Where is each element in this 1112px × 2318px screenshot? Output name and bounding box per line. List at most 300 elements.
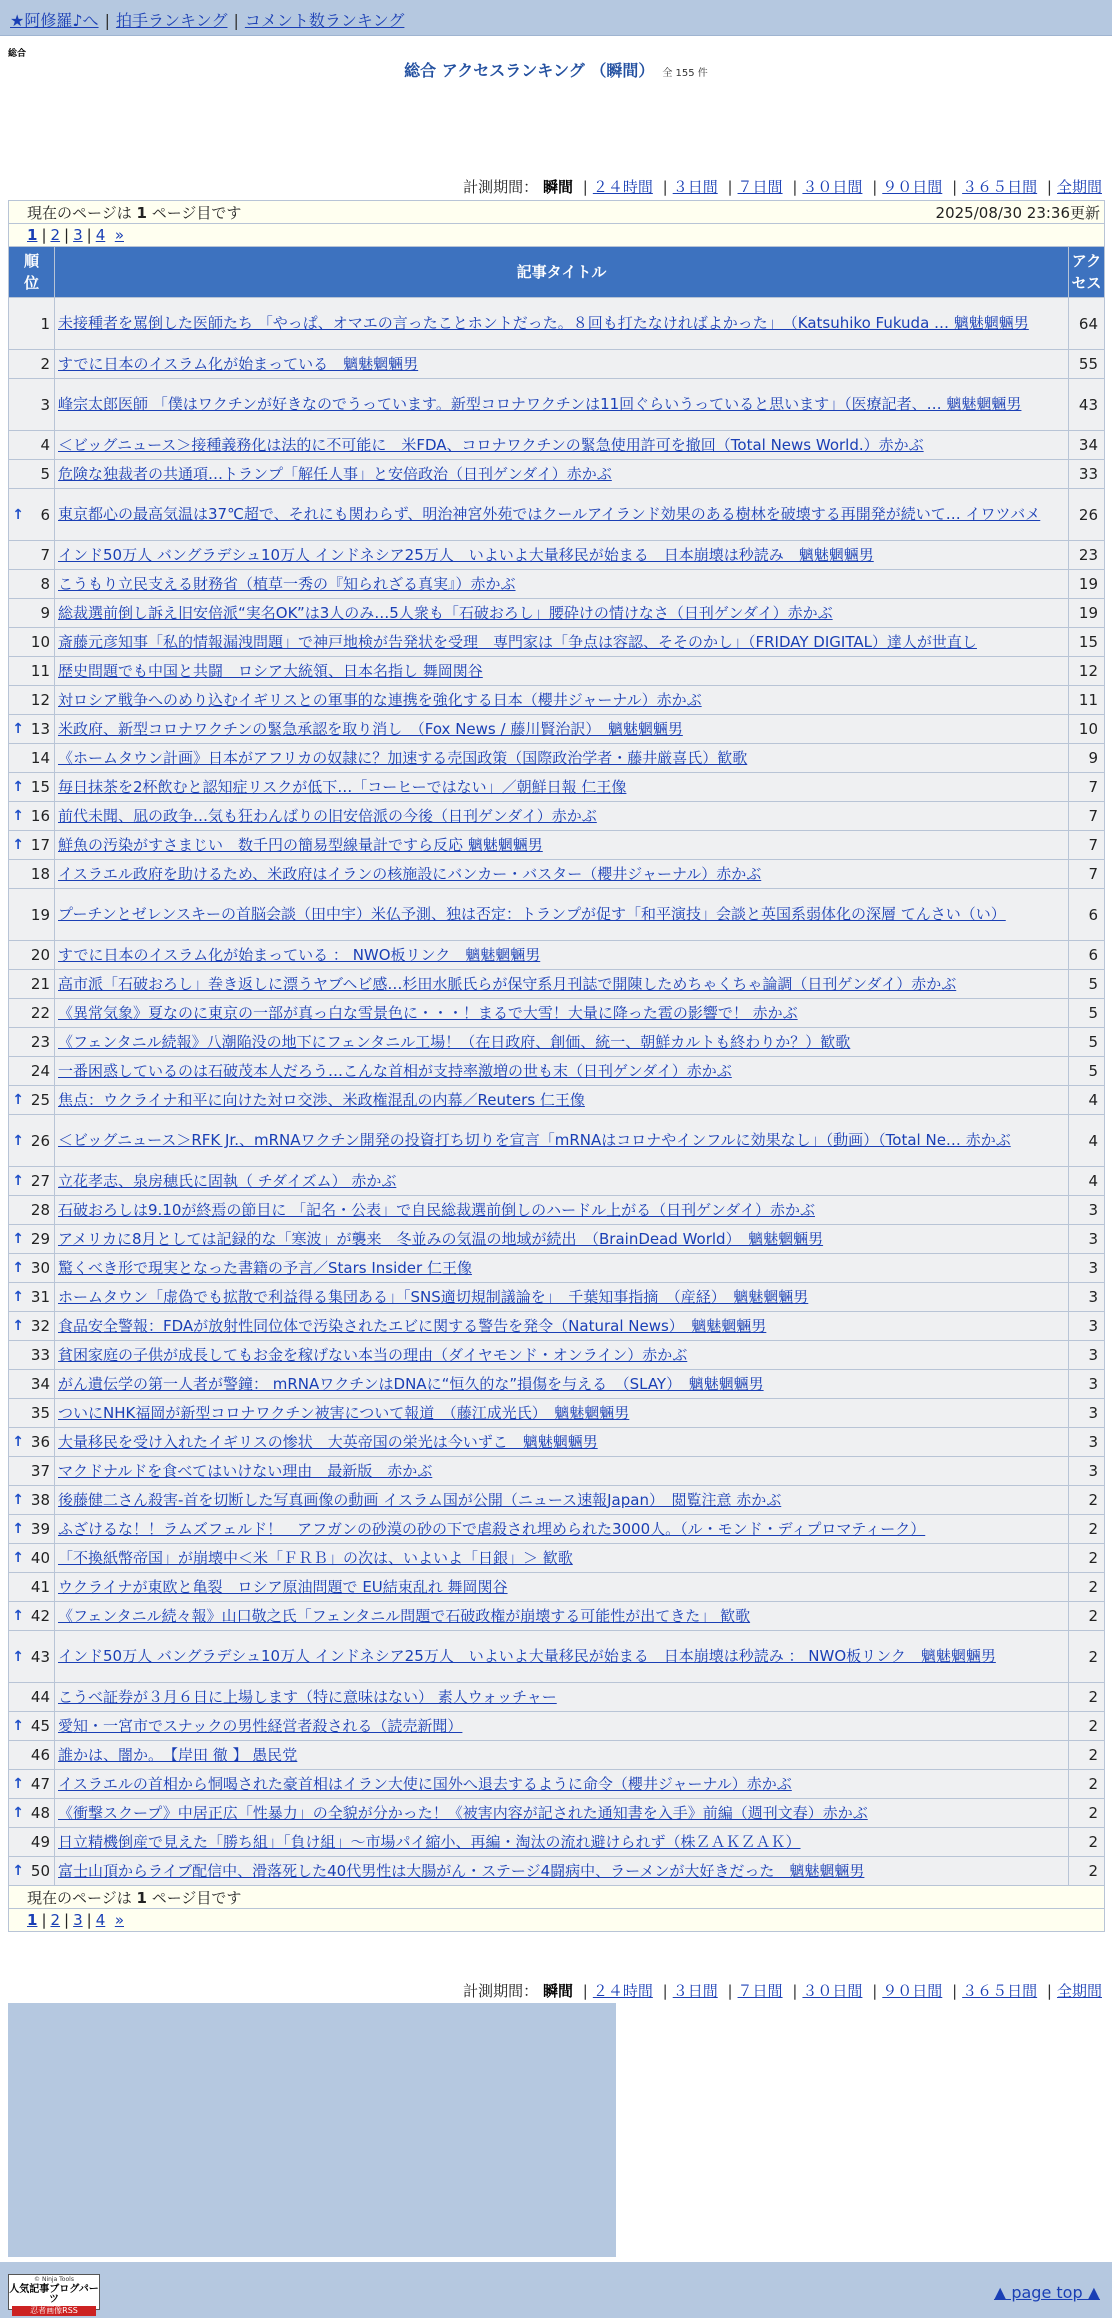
access-count: 34 bbox=[1069, 431, 1105, 460]
table-row bbox=[9, 1057, 1105, 1086]
article-link[interactable]: 米政府、新型コロナワクチンの緊急承認を取り消し （Fox News / 藤川賢治訳） 魑魅魍魎男 bbox=[58, 719, 683, 738]
article-link[interactable]: 東京都心の最高気温は37℃超で、それにも関わらず、明治神宮外苑ではクールアイランド効果のある樹林を破壊する再開発が続いて… イワツバメ bbox=[58, 505, 1041, 523]
rank-number: 1 bbox=[40, 314, 50, 333]
footer bbox=[0, 2262, 1112, 2318]
period-link-24h[interactable]: ２４時間 bbox=[592, 178, 653, 196]
pager-page-2[interactable]: 2 bbox=[50, 1911, 61, 1929]
title-cell bbox=[55, 1828, 1069, 1857]
rank-cell bbox=[9, 1486, 55, 1515]
rank-up-arrow-icon: ↑ bbox=[12, 1521, 24, 1537]
title-cell bbox=[55, 860, 1069, 889]
rank-number: 40 bbox=[30, 1549, 50, 1567]
rank-number: 20 bbox=[30, 946, 50, 964]
pager-page-3[interactable]: 3 bbox=[73, 1911, 83, 1929]
category-label: 総合 bbox=[8, 49, 27, 59]
pager-page-4[interactable]: 4 bbox=[95, 1911, 106, 1929]
rank-cell bbox=[9, 541, 55, 570]
title-cell bbox=[55, 570, 1069, 599]
ninja-tools-logo[interactable]: © Ninja Tools 人気記事ブログパーツ 忍者画像RSS bbox=[9, 2276, 99, 2315]
table-row bbox=[9, 1167, 1105, 1196]
title-cell bbox=[55, 1086, 1069, 1115]
access-count: 3 bbox=[1069, 1428, 1105, 1457]
title-cell bbox=[55, 831, 1069, 860]
rank-cell bbox=[9, 1857, 55, 1886]
rank-number: 7 bbox=[40, 546, 50, 564]
rank-number: 28 bbox=[30, 1201, 50, 1219]
rank-number: 30 bbox=[30, 1259, 50, 1277]
rank-number: 12 bbox=[30, 691, 50, 709]
rank-number: 14 bbox=[30, 749, 50, 767]
title-cell bbox=[55, 1544, 1069, 1573]
rank-cell bbox=[9, 460, 55, 489]
table-row bbox=[9, 379, 1105, 431]
rank-cell bbox=[9, 1799, 55, 1828]
access-count: 5 bbox=[1069, 999, 1105, 1028]
table-row bbox=[9, 628, 1105, 657]
access-count: 3 bbox=[1069, 1196, 1105, 1225]
article-link[interactable]: 《フェンタニル続々報》山口敬之氏「フェンタニル問題で石破政権が崩壊する可能性が出てきた」 歓歌 bbox=[58, 1606, 751, 1625]
title-cell bbox=[55, 1457, 1069, 1486]
article-link[interactable]: 歴史問題でも中国と共闘 ロシア大統領、日本名指し 舞岡関谷 bbox=[58, 661, 483, 680]
access-count: 19 bbox=[1069, 599, 1105, 628]
access-count: 2 bbox=[1069, 1741, 1105, 1770]
table-row bbox=[9, 1370, 1105, 1399]
access-count: 2 bbox=[1069, 1602, 1105, 1631]
rank-number: 8 bbox=[40, 575, 50, 593]
article-link[interactable]: 対ロシア戦争へのめり込むイギリスとの軍事的な連携を強化する日本（櫻井ジャーナル）赤かぶ bbox=[58, 690, 702, 709]
title-cell bbox=[55, 1370, 1069, 1399]
rank-cell bbox=[9, 970, 55, 999]
rank-number: 37 bbox=[30, 1462, 50, 1480]
article-link[interactable]: 危険な独裁者の共通項…トランプ「解任人事」と安倍政治（日刊ゲンダイ）赤かぶ bbox=[58, 464, 612, 483]
rank-number: 25 bbox=[30, 1091, 50, 1109]
title-cell bbox=[55, 802, 1069, 831]
title-cell bbox=[55, 1683, 1069, 1712]
article-link[interactable]: 貧困家庭の子供が成長してもお金を稼げない本当の理由（ダイヤモンド・オンライン）赤かぶ bbox=[58, 1345, 688, 1364]
page-info-text: 現在のページは 1 ページ目です bbox=[27, 1888, 242, 1907]
pager-current[interactable]: 1 bbox=[27, 1911, 38, 1929]
rank-number: 26 bbox=[30, 1131, 50, 1150]
rank-number: 35 bbox=[30, 1404, 50, 1422]
pager-row-bottom: 1 | 2 | 3 | 4 » bbox=[9, 1909, 1105, 1932]
rank-number: 34 bbox=[30, 1375, 50, 1393]
rank-number: 44 bbox=[30, 1688, 50, 1706]
rank-cell bbox=[9, 599, 55, 628]
rank-number: 46 bbox=[30, 1746, 50, 1764]
period-link-3d[interactable]: ３日間 bbox=[672, 178, 718, 196]
table-row bbox=[9, 889, 1105, 941]
access-count: 55 bbox=[1069, 350, 1105, 379]
table-row bbox=[9, 1115, 1105, 1167]
article-link[interactable]: ついにNHK福岡が新型コロナワクチン被害について報道 （藤江成光氏） 魑魅魍魎男 bbox=[58, 1403, 630, 1422]
header-title: 記事タイトル bbox=[55, 247, 1069, 298]
article-link[interactable]: 高市派「石破おろし」巻き返しに漂うヤブヘビ感…杉田水脈氏らが保守系月刊誌で開陳しためちゃくちゃ論調（日刊ゲンダイ）赤かぶ bbox=[58, 974, 957, 993]
rank-up-arrow-icon: ↑ bbox=[12, 1092, 24, 1108]
table-row bbox=[9, 744, 1105, 773]
period-link-24h[interactable]: ２４時間 bbox=[592, 1982, 653, 2000]
article-link[interactable]: 愛知・一宮市でスナックの男性経営者殺される（読売新聞） bbox=[58, 1716, 463, 1735]
table-row bbox=[9, 1602, 1105, 1631]
rank-cell bbox=[9, 1683, 55, 1712]
ranking-table bbox=[8, 200, 1105, 1932]
table-row bbox=[9, 1399, 1105, 1428]
period-current: 瞬間 bbox=[542, 178, 573, 196]
rank-number: 11 bbox=[30, 662, 50, 680]
access-count: 64 bbox=[1069, 298, 1105, 350]
table-row bbox=[9, 860, 1105, 889]
rank-up-arrow-icon: ↑ bbox=[12, 1863, 24, 1879]
rank-up-arrow-icon: ↑ bbox=[12, 506, 24, 523]
title-cell bbox=[55, 1254, 1069, 1283]
rank-cell bbox=[9, 999, 55, 1028]
table-row bbox=[9, 773, 1105, 802]
access-count: 7 bbox=[1069, 860, 1105, 889]
rank-cell bbox=[9, 628, 55, 657]
pager-page-2[interactable]: 2 bbox=[50, 226, 61, 244]
table-row bbox=[9, 1283, 1105, 1312]
period-link-30d[interactable]: ３０日間 bbox=[802, 1982, 863, 2000]
table-row bbox=[9, 686, 1105, 715]
article-link[interactable]: 《衝撃スクープ》中居正広「性暴力」の全貌が分かった！《被害内容が記された通知書を入手》前編（週刊文春）赤かぶ bbox=[58, 1803, 868, 1822]
page-info-row-bottom bbox=[9, 1886, 1105, 1909]
total-count: 全 155 件 bbox=[662, 68, 708, 79]
page-info-text: 現在のページは 1 ページ目です bbox=[27, 203, 242, 222]
article-link[interactable]: 富士山頂からライブ配信中、滑落死した40代男性は大腸がん・ステージ4闘病中、ラーメンが大好きだった 魑魅魍魎男 bbox=[58, 1861, 865, 1880]
title-cell bbox=[55, 1115, 1069, 1167]
access-count: 2 bbox=[1069, 1515, 1105, 1544]
rank-cell bbox=[9, 1828, 55, 1857]
article-link[interactable]: 食品安全警報：FDAが放射性同位体で汚染されたエビに関する警告を発令（Natural News） 魑魅魍魎男 bbox=[58, 1316, 767, 1335]
article-link[interactable]: ふざけるな！！ラムズフェルド！ アフガンの砂漠の砂の下で虐殺され埋められた3000人。（ル・モンド・ディプロマティーク） bbox=[58, 1519, 926, 1538]
access-count: 2 bbox=[1069, 1683, 1105, 1712]
ranking-title: 総合 アクセスランキング （瞬間） bbox=[404, 61, 655, 80]
article-link[interactable]: 後藤健二さん殺害-首を切断した写真画像の動画 イスラム国が公開（ニュース速報Japan） 閲覧注意 赤かぶ bbox=[58, 1490, 782, 1509]
article-link[interactable]: 焦点：ウクライナ和平に向けた対ロ交渉、米政権混乱の内幕／Reuters 仁王像 bbox=[58, 1090, 585, 1109]
pager-next[interactable]: » bbox=[114, 226, 124, 244]
article-link[interactable]: インド50万人 バングラデシュ10万人 インドネシア25万人 いよいよ大量移民が始まる 日本崩壊は秒読み 魑魅魍魎男 bbox=[58, 545, 874, 564]
article-link[interactable]: 《異常気象》夏なのに東京の一部が真っ白な雪景色に・・・！まるで大雪！大量に降った雹の影響で！ 赤かぶ bbox=[58, 1003, 798, 1022]
article-link[interactable]: 鮮魚の汚染がすさまじい 数千円の簡易型線量計ですら反応 魑魅魍魎男 bbox=[58, 835, 543, 854]
title-cell bbox=[55, 1486, 1069, 1515]
access-count: 11 bbox=[1069, 686, 1105, 715]
period-link-30d[interactable]: ３０日間 bbox=[802, 178, 863, 196]
title-cell bbox=[55, 1399, 1069, 1428]
article-link[interactable]: プーチンとゼレンスキーの首脳会談（田中宇）米仏予測、独は否定：トランプが促す「和平演技」会談と英国系弱体化の深層 てんさい（い） bbox=[58, 905, 1006, 923]
rank-cell bbox=[9, 744, 55, 773]
pager-next[interactable]: » bbox=[114, 1911, 124, 1929]
pager-current[interactable]: 1 bbox=[27, 226, 38, 244]
rank-number: 29 bbox=[30, 1230, 50, 1248]
article-link[interactable]: 立花孝志、泉房穂氏に固執（ チダイズム） 赤かぶ bbox=[58, 1171, 397, 1190]
access-count: 4 bbox=[1069, 1115, 1105, 1167]
article-link[interactable]: アメリカに8月としては記録的な「寒波」が襲来 冬並みの気温の地域が続出 （BrainDead World） 魑魅魍魎男 bbox=[58, 1229, 824, 1248]
table-row bbox=[9, 1457, 1105, 1486]
rank-number: 9 bbox=[40, 604, 50, 622]
period-link-365d[interactable]: ３６５日間 bbox=[962, 178, 1038, 196]
rank-number: 22 bbox=[30, 1004, 50, 1022]
period-bar-bottom: 計測期間： 瞬間 | ２４時間 | ３日間 | ７日間 | ３０日間 | ９０日間 | ３６５日間 | 全期間 bbox=[463, 1982, 1102, 2000]
title-cell bbox=[55, 1428, 1069, 1457]
title-cell bbox=[55, 744, 1069, 773]
access-count: 7 bbox=[1069, 831, 1105, 860]
article-link[interactable]: 「不換紙幣帝国」が崩壊中＜米「ＦＲＢ」の次は、いよいよ「日銀」＞ 歓歌 bbox=[58, 1548, 573, 1567]
access-count: 5 bbox=[1069, 970, 1105, 999]
period-label: 計測期間： bbox=[463, 178, 539, 196]
period-link-all[interactable]: 全期間 bbox=[1056, 1982, 1102, 2000]
title-cell bbox=[55, 628, 1069, 657]
rank-up-arrow-icon: ↑ bbox=[12, 808, 24, 824]
period-current: 瞬間 bbox=[542, 1982, 573, 2000]
rank-cell bbox=[9, 1312, 55, 1341]
title-cell bbox=[55, 941, 1069, 970]
title-cell bbox=[55, 431, 1069, 460]
table-row bbox=[9, 657, 1105, 686]
article-link[interactable]: すでに日本のイスラム化が始まっている ： NWO板リンク 魑魅魍魎男 bbox=[58, 945, 541, 964]
rank-number: 48 bbox=[30, 1804, 50, 1822]
title-cell bbox=[55, 379, 1069, 431]
title-cell bbox=[55, 1312, 1069, 1341]
article-link[interactable]: ウクライナが東欧と亀裂 ロシア原油問題で EU結束乱れ 舞岡関谷 bbox=[58, 1577, 508, 1596]
rank-cell bbox=[9, 1225, 55, 1254]
title-cell bbox=[55, 460, 1069, 489]
rank-number: 15 bbox=[30, 778, 50, 796]
title-cell bbox=[55, 970, 1069, 999]
rank-cell bbox=[9, 1283, 55, 1312]
table-row bbox=[9, 1086, 1105, 1115]
title-cell bbox=[55, 1167, 1069, 1196]
rank-number: 31 bbox=[30, 1288, 50, 1306]
article-link[interactable]: 《ホームタウン計画》日本がアフリカの奴隷に？加速する売国政策（国際政治学者・藤井厳喜氏）歓歌 bbox=[58, 748, 748, 767]
rank-up-arrow-icon: ↑ bbox=[12, 1805, 24, 1821]
rank-number: 17 bbox=[30, 836, 50, 854]
table-row bbox=[9, 941, 1105, 970]
rank-number: 16 bbox=[30, 807, 50, 825]
rank-number: 47 bbox=[30, 1775, 50, 1793]
rank-cell bbox=[9, 379, 55, 431]
rank-cell bbox=[9, 802, 55, 831]
rank-cell bbox=[9, 1602, 55, 1631]
article-link[interactable]: こうもり立民支える財務省（植草一秀の『知られざる真実』）赤かぶ bbox=[58, 574, 516, 593]
rank-number: 33 bbox=[30, 1346, 50, 1364]
article-link[interactable]: 石破おろしは9.10が終焉の節目に 「記名・公表」で自民総裁選前倒しのハードル上がる（日刊ゲンダイ）赤かぶ bbox=[58, 1200, 815, 1219]
page-title bbox=[0, 58, 1112, 81]
period-link-365d[interactable]: ３６５日間 bbox=[962, 1982, 1038, 2000]
nav-link-asyura[interactable]: ★阿修羅♪へ bbox=[10, 11, 99, 30]
rank-number: 38 bbox=[30, 1491, 50, 1509]
rank-cell bbox=[9, 570, 55, 599]
article-link[interactable]: がん遺伝学の第一人者が警鐘： mRNAワクチンはDNAに“恒久的な”損傷を与える （SLAY） 魑魅魍魎男 bbox=[58, 1374, 764, 1393]
table-row bbox=[9, 831, 1105, 860]
access-count: 3 bbox=[1069, 1341, 1105, 1370]
period-link-3d[interactable]: ３日間 bbox=[672, 1982, 718, 2000]
access-count: 2 bbox=[1069, 1857, 1105, 1886]
rank-cell bbox=[9, 1167, 55, 1196]
table-row bbox=[9, 1770, 1105, 1799]
nav-separator: | bbox=[233, 11, 239, 30]
table-row bbox=[9, 489, 1105, 541]
rank-cell bbox=[9, 1573, 55, 1602]
table-row bbox=[9, 1631, 1105, 1683]
rank-cell bbox=[9, 686, 55, 715]
table-row bbox=[9, 1225, 1105, 1254]
rank-up-arrow-icon: ↑ bbox=[12, 1289, 24, 1305]
header-count: アクセス bbox=[1069, 247, 1105, 298]
title-cell bbox=[55, 686, 1069, 715]
title-cell bbox=[55, 1602, 1069, 1631]
rank-up-arrow-icon: ↑ bbox=[12, 1318, 24, 1334]
table-row bbox=[9, 1028, 1105, 1057]
rank-up-arrow-icon: ↑ bbox=[12, 721, 24, 737]
article-link[interactable]: 未接種者を罵倒した医師たち 「やっぱ、オマエの言ったことホントだった。８回も打たなければよかった」 （Katsuhiko Fukuda … 魑魅魍魎男 bbox=[58, 314, 1029, 332]
table-row bbox=[9, 541, 1105, 570]
page-top-link[interactable]: ▲ page top ▲ bbox=[993, 2283, 1100, 2302]
title-cell bbox=[55, 599, 1069, 628]
article-link[interactable]: マクドナルドを食べてはいけない理由 最新版 赤かぶ bbox=[58, 1461, 433, 1480]
table-row bbox=[9, 460, 1105, 489]
rank-number: 2 bbox=[40, 355, 50, 373]
access-count: 4 bbox=[1069, 1086, 1105, 1115]
rank-up-arrow-icon: ↑ bbox=[12, 779, 24, 795]
period-link-90d[interactable]: ９０日間 bbox=[882, 1982, 943, 2000]
article-link[interactable]: 斎藤元彦知事「私的情報漏洩問題」で神戸地検が告発状を受理 専門家は「争点は容認、そそのかし」（FRIDAY DIGITAL）達人が世直し bbox=[58, 632, 977, 651]
access-count: 5 bbox=[1069, 1057, 1105, 1086]
rank-cell bbox=[9, 1196, 55, 1225]
article-link[interactable]: 峰宗太郎医師 「僕はワクチンが好きなのでうっています。新型コロナワクチンは11回ぐらいうっていると思います」（医療記者、… 魑魅魍魎男 bbox=[58, 395, 1022, 413]
rank-cell bbox=[9, 1254, 55, 1283]
access-count: 19 bbox=[1069, 570, 1105, 599]
rank-number: 36 bbox=[30, 1433, 50, 1451]
rank-up-arrow-icon: ↑ bbox=[12, 1608, 24, 1624]
article-link[interactable]: ホームタウン「虚偽でも拡散で利益得る集団ある」「SNS適切規制議論を」 千葉知事指摘 （産経） 魑魅魍魎男 bbox=[58, 1287, 809, 1306]
rank-number: 5 bbox=[40, 465, 50, 483]
rank-cell bbox=[9, 1631, 55, 1683]
table-row bbox=[9, 1828, 1105, 1857]
rank-number: 50 bbox=[30, 1862, 50, 1880]
table-row bbox=[9, 599, 1105, 628]
header-rank: 順位 bbox=[9, 247, 55, 298]
rank-cell bbox=[9, 1712, 55, 1741]
article-link[interactable]: 毎日抹茶を2杯飲むと認知症リスクが低下…「コーヒーではない」／朝鮮日報 仁王像 bbox=[58, 777, 627, 796]
access-count: 7 bbox=[1069, 802, 1105, 831]
article-link[interactable]: 日立精機倒産で見えた「勝ち組」「負け組」～市場パイ縮小、再編・淘汰の流れ避けられず（株ＺＡＫＺＡＫ） bbox=[58, 1832, 801, 1851]
article-link[interactable]: 大量移民を受け入れたイギリスの惨状 大英帝国の栄光は今いずこ 魑魅魍魎男 bbox=[58, 1432, 598, 1451]
nav-link-clap-ranking[interactable]: 拍手ランキング bbox=[115, 11, 228, 30]
rank-number: 43 bbox=[30, 1647, 50, 1666]
nav-link-comment-ranking[interactable]: コメント数ランキング bbox=[244, 11, 405, 30]
title-cell bbox=[55, 1741, 1069, 1770]
pager-row: 1 | 2 | 3 | 4 » bbox=[9, 224, 1105, 247]
rank-cell bbox=[9, 1428, 55, 1457]
article-link[interactable]: 前代未聞、凪の政争…気も狂わんばりの旧安倍派の今後（日刊ゲンダイ）赤かぶ bbox=[58, 806, 597, 825]
title-cell bbox=[55, 1057, 1069, 1086]
access-count: 3 bbox=[1069, 1254, 1105, 1283]
rank-up-arrow-icon: ↑ bbox=[12, 1550, 24, 1566]
article-link[interactable]: 驚くべき形で現実となった書籍の予言／Stars Insider 仁王像 bbox=[58, 1258, 472, 1277]
title-cell bbox=[55, 541, 1069, 570]
article-link[interactable]: インド50万人 バングラデシュ10万人 インドネシア25万人 いよいよ大量移民が始まる 日本崩壊は秒読み ： NWO板リンク 魑魅魍魎男 bbox=[58, 1647, 996, 1665]
access-count: 2 bbox=[1069, 1828, 1105, 1857]
rank-cell bbox=[9, 1341, 55, 1370]
title-cell bbox=[55, 1225, 1069, 1254]
pager-page-3[interactable]: 3 bbox=[73, 226, 83, 244]
rank-number: 13 bbox=[30, 720, 50, 738]
title-cell bbox=[55, 773, 1069, 802]
ad-banner-area bbox=[8, 2003, 616, 2257]
rank-number: 45 bbox=[30, 1717, 50, 1735]
access-count: 12 bbox=[1069, 657, 1105, 686]
rank-cell bbox=[9, 1741, 55, 1770]
rank-cell bbox=[9, 773, 55, 802]
article-link[interactable]: すでに日本のイスラム化が始まっている 魑魅魍魎男 bbox=[58, 354, 419, 373]
rank-cell bbox=[9, 1544, 55, 1573]
article-link[interactable]: 誰かは、闇か。 【岸田 徹 】 愚民党 bbox=[58, 1745, 298, 1764]
title-cell bbox=[55, 1573, 1069, 1602]
table-row bbox=[9, 970, 1105, 999]
table-header-row bbox=[9, 247, 1105, 298]
table-row bbox=[9, 298, 1105, 350]
period-label: 計測期間： bbox=[463, 1982, 539, 2000]
rank-cell bbox=[9, 657, 55, 686]
table-row bbox=[9, 1544, 1105, 1573]
rank-number: 21 bbox=[30, 975, 50, 993]
rank-cell bbox=[9, 1399, 55, 1428]
article-link[interactable]: 総裁選前倒し訴え旧安倍派“実名OK”は3人のみ…5人衆も「石破おろし」腰砕けの情けなさ（日刊ゲンダイ）赤かぶ bbox=[58, 603, 833, 622]
rank-cell bbox=[9, 941, 55, 970]
rank-cell bbox=[9, 831, 55, 860]
pager-page-4[interactable]: 4 bbox=[95, 226, 106, 244]
title-cell bbox=[55, 1770, 1069, 1799]
title-cell bbox=[55, 1712, 1069, 1741]
table-row bbox=[9, 1683, 1105, 1712]
access-count: 10 bbox=[1069, 715, 1105, 744]
access-count: 4 bbox=[1069, 1167, 1105, 1196]
table-row bbox=[9, 1515, 1105, 1544]
rank-number: 3 bbox=[40, 395, 50, 414]
article-link[interactable]: イスラエル政府を助けるため、米政府はイランの核施設にバンカー・バスター（櫻井ジャーナル）赤かぶ bbox=[58, 864, 762, 883]
rank-number: 41 bbox=[30, 1578, 50, 1596]
table-row bbox=[9, 1741, 1105, 1770]
article-link[interactable]: 《フェンタニル続報》八潮陥没の地下にフェンタニル工場！（在日政府、創価、統一、朝鮮カルトも終わりか？）歓歌 bbox=[58, 1032, 851, 1051]
period-bar-top: 計測期間： 瞬間 | ２４時間 | ３日間 | ７日間 | ３０日間 | ９０日間 | ３６５日間 | 全期間 bbox=[463, 178, 1102, 196]
article-link[interactable]: イスラエルの首相から恫喝された豪首相はイラン大使に国外へ退去するように命令（櫻井ジャーナル）赤かぶ bbox=[58, 1774, 792, 1793]
access-count: 33 bbox=[1069, 460, 1105, 489]
article-link[interactable]: 一番困惑しているのは石破茂本人だろう…こんな首相が支持率激増の世も末（日刊ゲンダイ）赤かぶ bbox=[58, 1061, 732, 1080]
article-link[interactable]: こうべ証券が３月６日に上場します（特に意味はない） 素人ウォッチャー bbox=[58, 1687, 557, 1706]
period-link-7d[interactable]: ７日間 bbox=[737, 178, 783, 196]
rank-number: 19 bbox=[30, 905, 50, 924]
rank-cell bbox=[9, 1028, 55, 1057]
period-link-all[interactable]: 全期間 bbox=[1056, 178, 1102, 196]
article-link[interactable]: ＜ビッグニュース＞RFK Jr.、mRNAワクチン開発の投資打ち切りを宣言「mRNAはコロナやインフルに効果なし」（動画）（Total Ne… 赤かぶ bbox=[58, 1131, 1011, 1149]
access-count: 3 bbox=[1069, 1225, 1105, 1254]
nav-separator: | bbox=[104, 11, 110, 30]
rank-up-arrow-icon: ↑ bbox=[12, 1648, 24, 1665]
table-row bbox=[9, 715, 1105, 744]
table-row bbox=[9, 999, 1105, 1028]
title-cell bbox=[55, 1341, 1069, 1370]
top-navigation bbox=[0, 0, 1112, 36]
title-cell bbox=[55, 489, 1069, 541]
rank-number: 10 bbox=[30, 633, 50, 651]
period-link-90d[interactable]: ９０日間 bbox=[882, 178, 943, 196]
access-count: 15 bbox=[1069, 628, 1105, 657]
article-link[interactable]: ＜ビッグニュース＞接種義務化は法的に不可能に 米FDA、コロナワクチンの緊急使用許可を撤回（Total News World.）赤かぶ bbox=[58, 435, 924, 454]
rank-up-arrow-icon: ↑ bbox=[12, 1260, 24, 1276]
table-row bbox=[9, 350, 1105, 379]
period-link-7d[interactable]: ７日間 bbox=[737, 1982, 783, 2000]
access-count: 9 bbox=[1069, 744, 1105, 773]
table-row bbox=[9, 1712, 1105, 1741]
